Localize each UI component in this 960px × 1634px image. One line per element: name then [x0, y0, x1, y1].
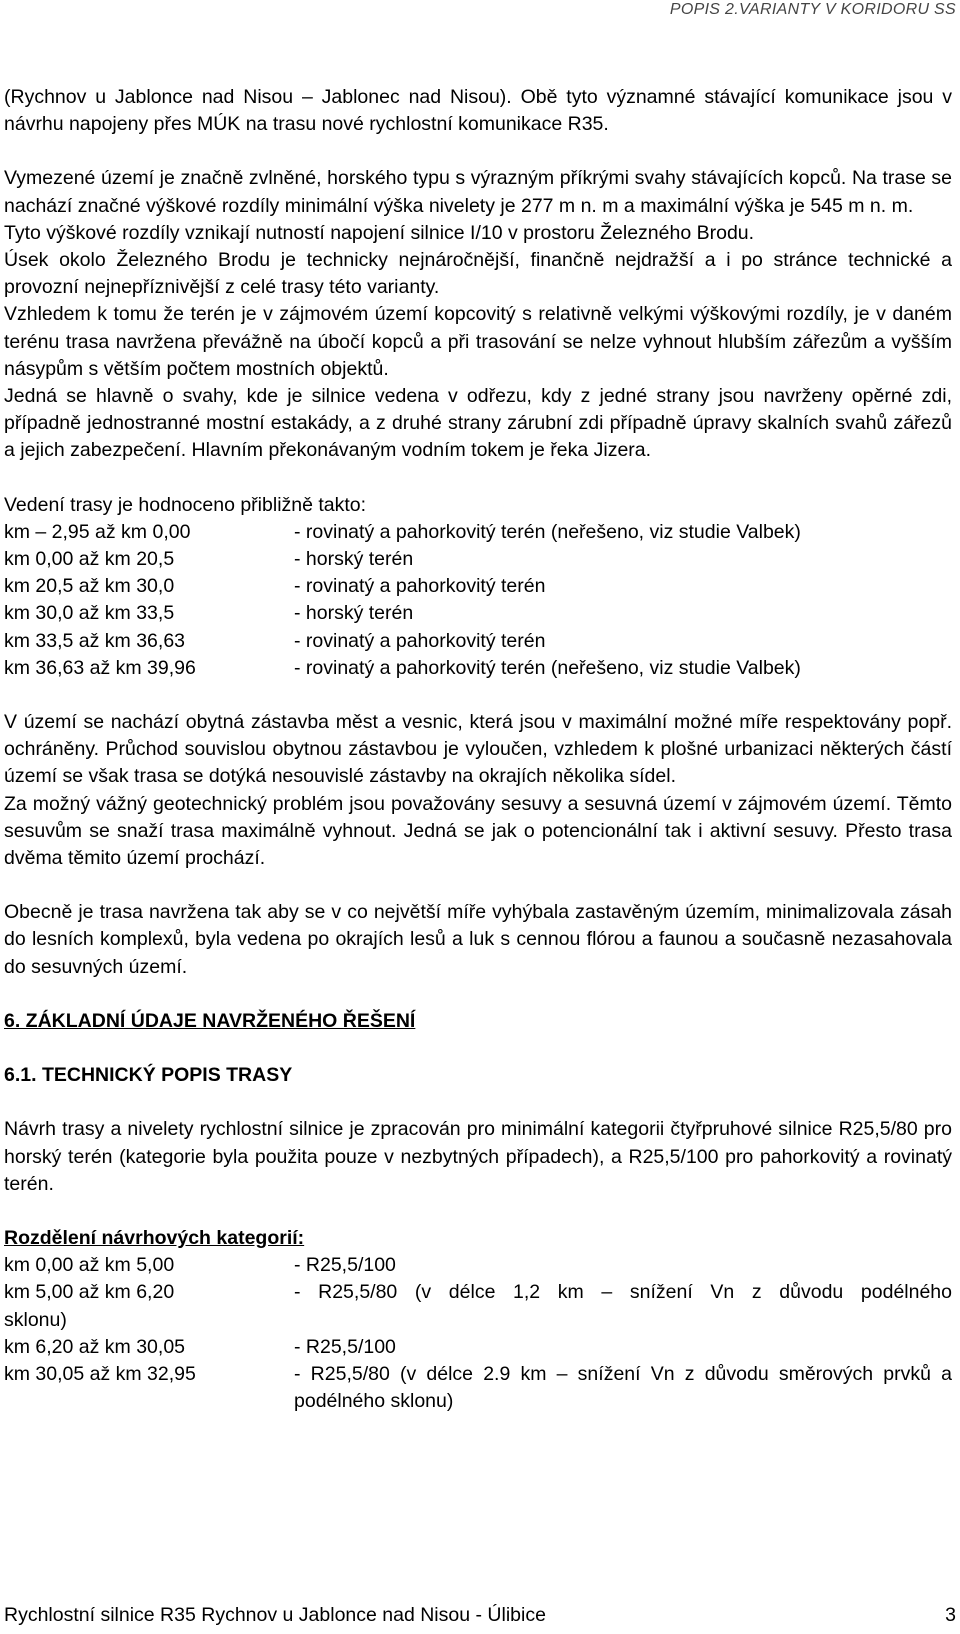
table-row — [4, 655, 952, 682]
paragraph: Za možný vážný geotechnický problém jsou považovány sesuvy a sesuvná území v zájmovém území. Těmto sesuvům se snaží trasa maximálně vyhnout. Jedná se jak o potencionální tak i aktivní sesuvy. Přesto trasa dvěma těmito území prochází. — [4, 792, 952, 870]
table-row — [4, 628, 952, 655]
paragraph: Vymezené území je značně zvlněné, horského typu s výrazným příkrými svahy stávajících kopců. Na trase se nachází značné výškové rozdíly minimální výška nivelety je 277 m n. m a maximální výška je 545 m n. m. — [4, 167, 952, 217]
table-row — [4, 546, 952, 573]
table-row — [4, 600, 952, 627]
category-description: - R25,5/80 (v délce 2.9 km – snížení Vn z důvodu směrových prvků a podélného sklonu) — [294, 1362, 952, 1413]
document-body — [4, 84, 952, 1415]
paragraph: Návrh trasy a nivelety rychlostní silnice je zpracován pro minimální kategorii čtyřpruhové silnice R25,5/80 pro horský terén (kategorie byla použita pouze v nezbytných případech), a R25,5/100 pro pahorkovitý a rovinatý terén. — [4, 1118, 952, 1195]
terrain-table — [4, 519, 952, 682]
category-description: - R25,5/80 (v délce 1,2 km – snížení Vn z důvodu podélného — [294, 1281, 952, 1304]
km-range: km 36,63 až km 39,96 — [4, 656, 196, 679]
terrain-description: - rovinatý a pahorkovitý terén (neřešeno, viz studie Valbek) — [294, 656, 801, 679]
terrain-description: - rovinatý a pahorkovitý terén (neřešeno, viz studie Valbek) — [294, 520, 801, 543]
terrain-description: - horský terén — [294, 602, 414, 625]
paragraph: Vedení trasy je hodnoceno přibližně takto: — [4, 493, 367, 516]
paragraph: V území se nachází obytná zástavba měst a vesnic, která jsou v maximální možné míře respektovány popř. ochráněny. Průchod souvislou obytnou zástavbou je vyloučen, vzhledem k plošné urbanizaci některých částí území se však trasa se dotýká nesouvislé zástavby na okrajích několika sídel. — [4, 711, 952, 788]
page-number: 3 — [945, 1604, 956, 1626]
subsection-heading: 6.1. TECHNICKÝ POPIS TRASY — [4, 1064, 293, 1087]
paragraph: Vzhledem k tomu že terén je v zájmovém území kopcovitý s relativně velkými výškovými rozdíly, je v daném terénu trasa navržena převážně na úbočí kopců a při trasování se nelze vyhnout hlubším zářezům a vyšším násypům s větším počtem mostních objektů. — [4, 303, 952, 380]
km-range: km 0,00 až km 5,00 — [4, 1254, 175, 1277]
paragraph: Obecně je trasa navržena tak aby se v co největší míře vyhýbala zastavěným územím, minimalizovala zásah do lesních komplexů, byla vedena po okrajích lesů a luk s cennou flórou a faunou a současně nezasahovala do sesuvných území. — [4, 901, 952, 978]
category-description: - R25,5/100 — [294, 1254, 396, 1277]
table-row — [4, 519, 952, 546]
section-heading: 6. ZÁKLADNÍ ÚDAJE NAVRŽENÉHO ŘEŠENÍ — [4, 1009, 416, 1032]
km-range: km 33,5 až km 36,63 — [4, 629, 186, 652]
paragraph: Úsek okolo Železného Brodu je technicky nejnáročnější, finančně nejdražší a i po stránce technické a provozní nejnepříznivější z celé trasy této varianty. — [4, 249, 952, 299]
table-row — [4, 1334, 952, 1361]
km-range: km 6,20 až km 30,05 — [4, 1335, 186, 1358]
table-row — [4, 1279, 952, 1333]
footer-title: Rychlostní silnice R35 Rychnov u Jablonce nad Nisou - Úlibice — [4, 1604, 546, 1626]
km-range: km 30,05 až km 32,95 — [4, 1362, 196, 1385]
category-table — [4, 1252, 952, 1415]
terrain-description: - rovinatý a pahorkovitý terén — [294, 629, 546, 652]
terrain-description: - rovinatý a pahorkovitý terén — [294, 575, 546, 598]
paragraph: (Rychnov u Jablonce nad Nisou – Jablonec nad Nisou). Obě tyto významné stávající komunikace jsou v návrhu napojeny přes MÚK na trasu nové rychlostní komunikace R35. — [4, 86, 952, 136]
categories-heading: Rozdělení návrhových kategorií: — [4, 1226, 305, 1249]
km-range: km 0,00 až km 20,5 — [4, 548, 175, 571]
category-description-continuation: sklonu) — [4, 1308, 67, 1331]
table-row — [4, 1361, 952, 1415]
page-footer — [4, 1602, 956, 1629]
km-range: km 5,00 až km 6,20 — [4, 1281, 175, 1304]
running-header: POPIS 2.VARIANTY V KORIDORU SS — [669, 1, 956, 18]
km-range: km 20,5 až km 30,0 — [4, 575, 175, 598]
km-range: km 30,0 až km 33,5 — [4, 602, 175, 625]
paragraph: Jedná se hlavně o svahy, kde je silnice vedena v odřezu, kdy z jedné strany jsou navrženy opěrné zdi, případně jednostranné mostní estakády, a z druhé strany zárubní zdi případně úpravy skalních svahů zářezů a jejich zabezpečení. Hlavním překonávaným vodním tokem je řeka Jizera. — [4, 385, 952, 462]
km-range: km – 2,95 až km 0,00 — [4, 520, 191, 543]
table-row — [4, 1252, 952, 1279]
category-description: - R25,5/100 — [294, 1335, 396, 1358]
paragraph: Tyto výškové rozdíly vznikají nutností napojení silnice I/10 v prostoru Železného Brodu. — [4, 221, 755, 244]
table-row — [4, 573, 952, 600]
terrain-description: - horský terén — [294, 548, 414, 571]
